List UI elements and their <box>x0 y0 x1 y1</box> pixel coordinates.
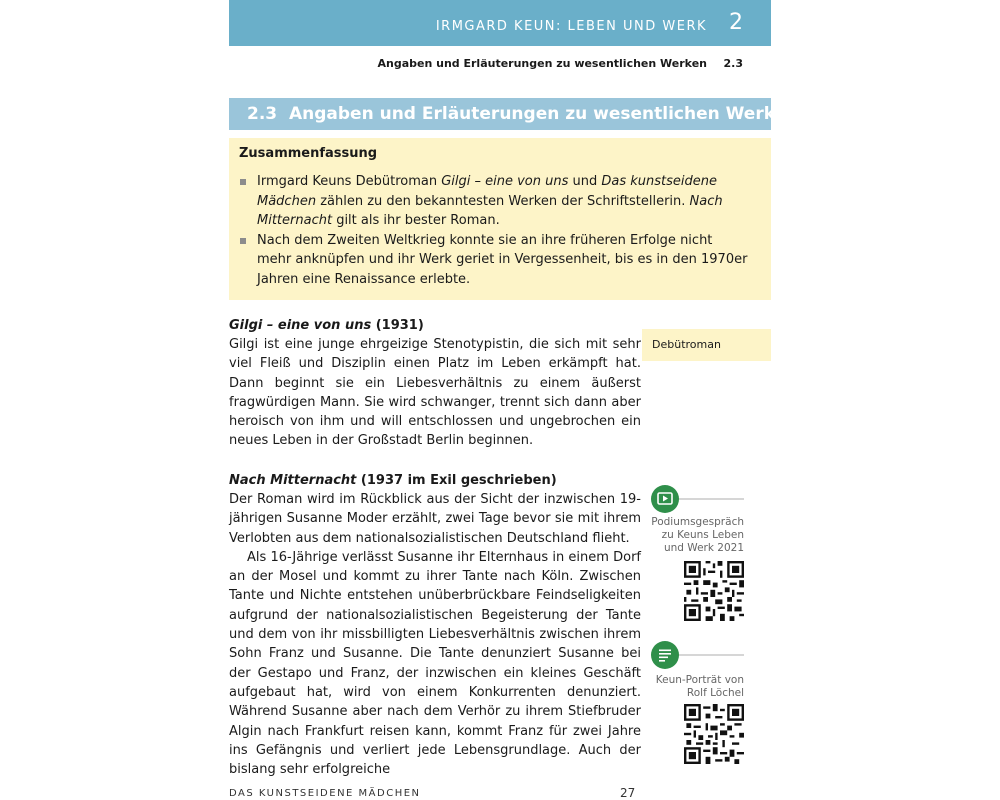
video-play-icon[interactable] <box>651 485 679 513</box>
media-caption: Keun-Porträt von Rolf Löchel <box>655 674 744 699</box>
section-heading <box>229 98 799 130</box>
summary-text: zählen zu den bekanntesten Werken der Schriftstellerin. <box>316 193 690 209</box>
summary-item <box>239 172 749 231</box>
media-link-portrait[interactable] <box>651 641 744 766</box>
work-heading-title: Gilgi – eine von uns <box>229 318 372 333</box>
media-caption: Podiumsgespräch zu Keuns Leben und Werk 2021 <box>651 516 744 554</box>
summary-text: und <box>568 174 602 189</box>
summary-box <box>229 138 771 300</box>
body-paragraph: Als 16-Jährige verlässt Susanne ihr Elternhaus in einem Dorf an der Mosel und kommt zu ihrer Tante nach Köln. Zwischen Tante und Nichte entstehen unüberbrückbare Feindseligkeiten aufgrund der nationalsozialistischen Begeisterung der Tante und dem von ihr missbilligten Liebesverhältnis zwischen ihrem Sohn Franz und Susanne. Die Tante denunziert Susanne bei der Gestapo und Franz, der inzwischen ein kleines Geschäft aufgebaut hat, wird von einem Konkurrenten denunziert. Während Susanne aber nach dem Verhör zu ihrem Stiefbruder Algin nach Frankfurt reisen kann, kommt Franz für zwei Jahre ins Gefängnis und verliert jede Lebensgrundlage. Auch der bislang sehr erfolgreiche <box>229 549 641 778</box>
margin-note-text: Debütroman <box>652 338 721 351</box>
work-title-gilgi: Gilgi – eine von uns <box>441 174 569 189</box>
running-head <box>229 57 771 73</box>
footer-book-title: DAS KUNSTSEIDENE MÄDCHEN <box>229 788 421 799</box>
running-head-title: Angaben und Erläuterungen zu wesentlichen Werken <box>377 57 707 70</box>
chapter-number: 2 <box>729 10 743 35</box>
summary-heading: Zusammenfassung <box>239 146 378 161</box>
page-number: 27 <box>620 786 636 800</box>
section-number: 2.3 <box>247 104 278 124</box>
work-heading-title: Nach Mitternacht <box>229 473 357 488</box>
summary-item <box>239 231 749 290</box>
qr-code-icon[interactable] <box>684 561 744 621</box>
summary-text: Nach dem Zweiten Weltkrieg konnte sie an ihre früheren Erfolge nicht mehr anknüpfen und ihr Werk geriet in Vergessenheit, bis es in den 1970er Jahren eine Renaissance erlebte. <box>257 232 748 287</box>
work-heading-year: (1937 im Exil geschrieben) <box>356 473 557 488</box>
body-paragraph: Der Roman wird im Rückblick aus der Sicht der inzwischen 19-jährigen Susanne Moder erzählt, zwei Tage bevor sie mit ihrem Verlobten aus dem nationalsozialistischen Deutschland flieht. <box>229 492 641 546</box>
square-bullet-icon <box>240 179 246 185</box>
chapter-title: IRMGARD KEUN: LEBEN UND WERK <box>435 19 707 34</box>
work-title-kunstseidene: Das kunstseidene Mädchen <box>257 174 718 209</box>
work-title-mitternacht: Nach Mitternacht <box>257 193 723 228</box>
summary-list <box>239 172 749 289</box>
work-section-gilgi <box>229 316 641 451</box>
section-title-text: Angaben und Erläuterungen zu wesentlichen Werken <box>288 104 799 124</box>
section-title <box>247 104 798 124</box>
qr-code-icon[interactable] <box>684 704 744 764</box>
running-head-number: 2.3 <box>723 57 743 70</box>
chapter-header <box>229 0 771 46</box>
square-bullet-icon <box>240 238 246 244</box>
summary-text: Irmgard Keuns Debütroman <box>257 174 442 189</box>
work-heading <box>229 471 641 490</box>
body-paragraph: Gilgi ist eine junge ehrgeizige Stenotypistin, die sich mit sehr viel Fleiß und Disziplin einen Platz im Leben erkämpft hat. Dann beginnt sie ein Liebesverhältnis zu einem äußerst fragwürdigen Mann. Sie wird schwanger, trennt sich dann aber heroisch von ihm und will entschlossen und ungebrochen ein neues Leben in der Großstadt Berlin beginnen. <box>229 337 641 449</box>
work-heading <box>229 316 641 335</box>
summary-text: gilt als ihr bester Roman. <box>332 213 500 228</box>
text-document-icon[interactable] <box>651 641 679 669</box>
work-section-mitternacht <box>229 471 641 779</box>
margin-note <box>642 329 771 361</box>
media-link-podium[interactable] <box>651 485 744 625</box>
work-heading-year: (1931) <box>371 318 424 333</box>
